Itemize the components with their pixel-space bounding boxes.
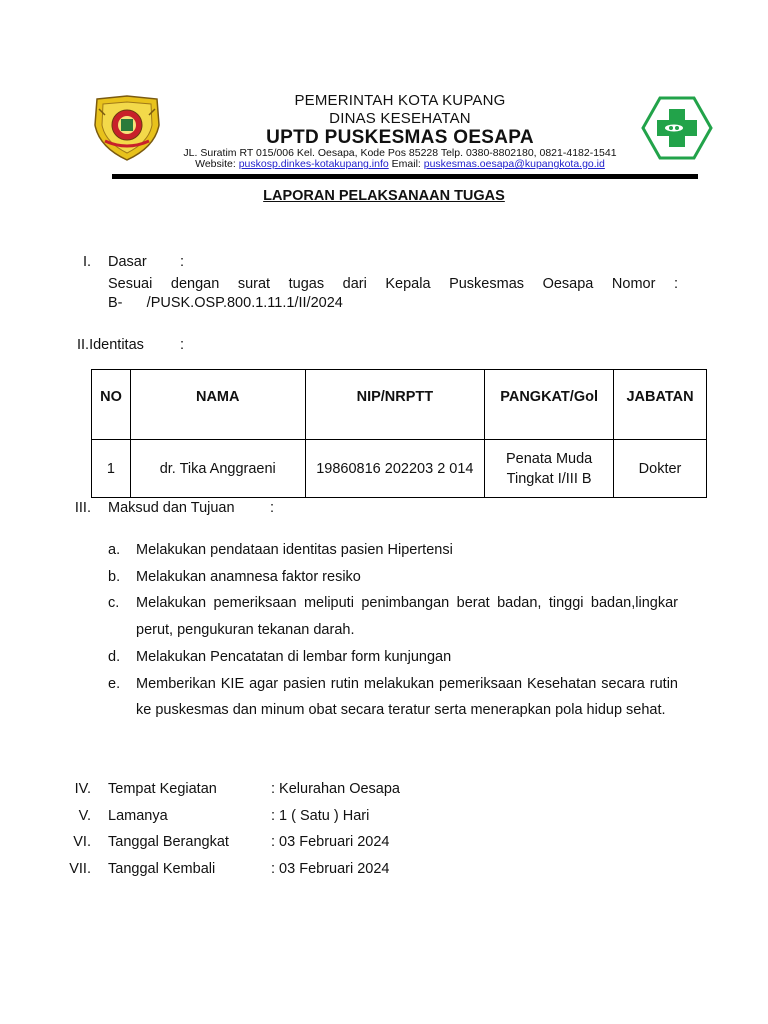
info-value-kembali: : 03 Februari 2024: [271, 861, 390, 877]
info-label-lamanya: Lamanya: [108, 808, 168, 824]
header-nama: NAMA: [130, 370, 305, 440]
maksud-label: Maksud dan Tujuan: [108, 500, 235, 516]
header-no: NO: [92, 370, 131, 440]
list-item-letter: d.: [108, 648, 121, 665]
list-item-letter: c.: [108, 595, 120, 612]
info-number: V.: [78, 808, 91, 824]
info-value-tempat: : Kelurahan Oesapa: [271, 781, 400, 797]
list-item: [108, 644, 678, 671]
list-item: [108, 590, 678, 643]
list-item-text: Memberikan KIE agar pasien rutin melakukan pemeriksaan Kesehatan secara rutin ke puskesmas dan minum obat secara teratur serta menerapkan pola hidup sehat.: [136, 675, 678, 719]
cell-no: 1: [92, 440, 131, 498]
cell-nip: 19860816 202203 2 014: [305, 440, 485, 498]
kop-puskesmas: UPTD PUSKESMAS OESAPA: [266, 127, 534, 148]
list-item-text: Melakukan Pencatatan di lembar form kunjungan: [136, 648, 452, 665]
pangkat-line1: Penata Muda: [505, 450, 593, 467]
header-nip: NIP/NRPTT: [305, 370, 485, 440]
list-item: [108, 564, 678, 591]
list-item: [108, 671, 678, 724]
email-link[interactable]: puskesmas.oesapa@kupangkota.go.id: [423, 158, 605, 170]
list-item-letter: e.: [108, 675, 121, 692]
cell-pangkat: [485, 440, 614, 498]
kop-address: JL. Suratim RT 015/006 Kel. Oesapa, Kode Pos 85228 Telp. 0380-8802180, 0821-4182-1541: [183, 147, 617, 159]
identitas-label: II.Identitas: [77, 337, 144, 353]
info-label-berangkat: Tanggal Berangkat: [108, 834, 229, 850]
table-row: [92, 440, 707, 498]
kop-contacts: [150, 158, 650, 170]
kop-dinas: DINAS KESEHATAN: [329, 110, 471, 127]
list-item-text: Melakukan anamnesa faktor resiko: [136, 568, 361, 585]
dasar-label: Dasar: [108, 254, 147, 270]
info-value-berangkat: : 03 Februari 2024: [271, 834, 390, 850]
identitas-table: [91, 369, 707, 498]
info-label-tempat: Tempat Kegiatan: [108, 781, 217, 797]
list-item: [108, 537, 678, 564]
website-label: Website:: [195, 158, 236, 170]
list-item-text: Melakukan pemeriksaan meliputi penimbangan berat badan, tinggi badan,lingkar perut, pengukuran tekanan darah.: [136, 595, 678, 639]
table-header-row: [92, 370, 707, 440]
info-value-lamanya: : 1 ( Satu ) Hari: [271, 808, 370, 824]
dasar-text-line2: B- /PUSK.OSP.800.1.11.1/II/2024: [108, 295, 343, 311]
pangkat-line2: Tingkat I/III B: [506, 470, 592, 487]
list-item-text: Melakukan pendataan identitas pasien Hipertensi: [136, 542, 453, 558]
list-item-letter: b.: [108, 568, 121, 585]
cell-nama: dr. Tika Anggraeni: [130, 440, 305, 498]
info-number: IV.: [74, 781, 91, 797]
header-jabatan: JABATAN: [614, 370, 707, 440]
dasar-number: I.: [82, 254, 91, 270]
maksud-colon: :: [270, 500, 275, 516]
header-pangkat: PANGKAT/Gol: [485, 370, 614, 440]
list-item-letter: a.: [108, 542, 121, 558]
identitas-colon: :: [180, 337, 185, 353]
cell-jabatan: Dokter: [614, 440, 707, 498]
puskesmas-logo: [640, 95, 714, 161]
dasar-colon: :: [180, 254, 185, 270]
website-link[interactable]: puskosp.dinkes-kotakupang.info: [238, 158, 389, 170]
maksud-number: III.: [74, 500, 91, 516]
info-number: VI.: [73, 834, 91, 850]
kop-pemerintah: PEMERINTAH KOTA KUPANG: [294, 92, 506, 109]
maksud-list: [108, 537, 678, 724]
info-label-kembali: Tanggal Kembali: [108, 861, 216, 877]
document-title: LAPORAN PELAKSANAAN TUGAS: [263, 188, 505, 204]
info-number: VII.: [69, 861, 91, 877]
dasar-text-line1: Sesuai dengan surat tugas dari Kepala Puskesmas Oesapa Nomor :: [108, 276, 678, 292]
email-label: Email:: [391, 158, 421, 170]
header-divider: [112, 174, 698, 179]
